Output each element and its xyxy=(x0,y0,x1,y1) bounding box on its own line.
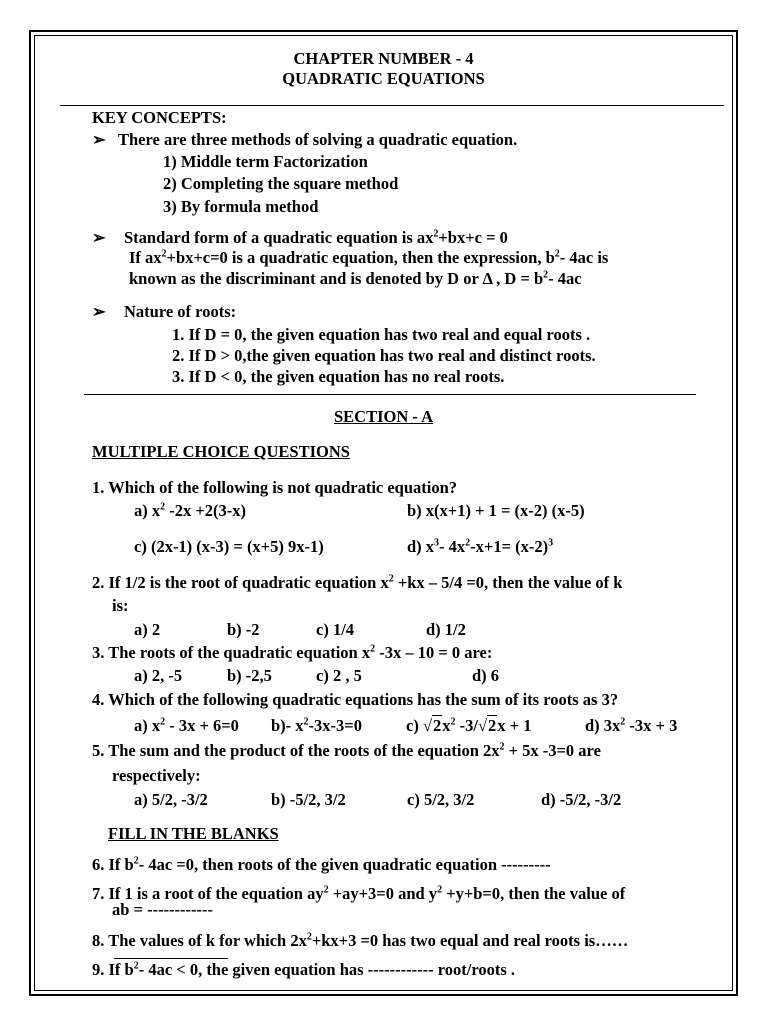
q2-option-d: d) 1/2 xyxy=(426,620,466,639)
q3-option-a: a) 2, -5 xyxy=(134,666,183,685)
nature-item: 3. If D < 0, the given equation has no real roots. xyxy=(172,367,505,386)
q2-option-c: c) 1/4 xyxy=(316,620,355,639)
question-6: 6. If $b^2-$ 4ac =0, then roots of the given quadratic equation --------- xyxy=(92,855,551,874)
discriminant-line-2: known as the discriminant and is denoted by D or Δ , $D = b^2-$ 4ac xyxy=(129,269,582,288)
methods-intro: There are three methods of solving a quadratic equation. xyxy=(118,130,518,149)
q4-option-c: c) $√2x^2$ -3/√2x + 1 xyxy=(406,716,532,735)
q1-option-b: b) x(x+1) + 1 = (x-2) (x-5) xyxy=(407,501,585,520)
q5-option-d: d) -5/2, -3/2 xyxy=(541,790,622,809)
question-2-cont: is: xyxy=(112,596,129,615)
q1-option-a: a) $x^2$ -2x +2(3-x) xyxy=(134,501,247,520)
question-3: 3. The roots of the quadratic equation $x^2$ -3x – 10 = 0 are: xyxy=(92,643,493,662)
nature-item: 1. If D = 0, the given equation has two real and equal roots . xyxy=(172,325,591,344)
question-8: 8. The values of k for which $2x^2+kx+3 =0$ has two equal and real roots is…… xyxy=(92,931,629,950)
question-7-cont: ab = ------------ xyxy=(112,900,214,919)
q3-option-c: c) 2 , 5 xyxy=(316,666,362,685)
question-2: 2. If 1/2 is the root of quadratic equation $x^2 +kx - 5/4 =0$, then the value of k xyxy=(92,573,623,592)
section-title: SECTION - A xyxy=(333,407,434,426)
q5-option-a: a) 5/2, -3/2 xyxy=(134,790,208,809)
bullet-icon: ➢ xyxy=(92,228,106,247)
q5-option-c: c) 5/2, 3/2 xyxy=(407,790,475,809)
chapter-number: CHAPTER NUMBER - 4 xyxy=(293,49,474,68)
nature-heading: Nature of roots: xyxy=(124,302,237,321)
mcq-heading: MULTIPLE CHOICE QUESTIONS xyxy=(92,442,350,461)
standard-form-line: Standard form of a quadratic equation is $ax^2+bx+c = 0$ xyxy=(124,228,508,247)
question-4: 4. Which of the following quadratic equations has the sum of its roots as 3? xyxy=(92,690,619,709)
q2-option-b: b) -2 xyxy=(227,620,260,639)
method-item: 3) By formula method xyxy=(163,197,319,216)
q4-option-d: d) $3x^2$ -3x + 3 xyxy=(585,716,678,735)
method-item: 2) Completing the square method xyxy=(163,174,399,193)
nature-item: 2. If D > 0,the given equation has two real and distinct roots. xyxy=(172,346,596,365)
question-5: 5. The sum and the product of the roots of the equation $2x^2 + 5x$ -3=0 are xyxy=(92,741,601,760)
q1-option-c: c) (2x-1) (x-3) = (x+5) 9x-1) xyxy=(134,537,324,556)
bullet-icon: ➢ xyxy=(92,302,106,321)
discriminant-line-1: If $ax^2+bx+c=0$ is a quadratic equation, then the expression, $b^2-$ 4ac is xyxy=(129,248,609,267)
question-9: 9. If $b^2-$ 4ac < 0, the given equation has ------------ root/roots . xyxy=(92,960,516,979)
section-divider xyxy=(84,394,696,395)
header-divider xyxy=(60,105,724,106)
bullet-icon: ➢ xyxy=(92,130,106,149)
question-1: 1. Which of the following is not quadratic equation? xyxy=(92,478,458,497)
q5-option-b: b) -5/2, 3/2 xyxy=(271,790,346,809)
q4-option-a: a) $x^2 - 3x + 6=0$ xyxy=(134,716,239,735)
q2-option-a: a) 2 xyxy=(134,620,161,639)
q9-overline xyxy=(114,958,228,959)
q3-option-d: d) 6 xyxy=(472,666,500,685)
q4-option-b: b)- $x^2-3x-3=0$ xyxy=(271,716,362,735)
sqrt-icon: √2 xyxy=(422,716,442,735)
q3-option-b: b) -2,5 xyxy=(227,666,272,685)
fill-heading: FILL IN THE BLANKS xyxy=(108,824,279,843)
sqrt-icon: √2 xyxy=(477,716,497,735)
chapter-title: QUADRATIC EQUATIONS xyxy=(282,69,485,88)
question-5-cont: respectively: xyxy=(112,766,201,785)
method-item: 1) Middle term Factorization xyxy=(163,152,368,171)
q1-option-d: d) $x^3-$ $4x^2-x+1= (x-2)^3$ xyxy=(407,537,554,556)
key-concepts-heading: KEY CONCEPTS: xyxy=(92,108,227,127)
question-7: 7. If 1 is a root of the equation $ay^2 +ay+3=0$ and $y^2 +y+b=0$, then the value of xyxy=(92,884,626,903)
